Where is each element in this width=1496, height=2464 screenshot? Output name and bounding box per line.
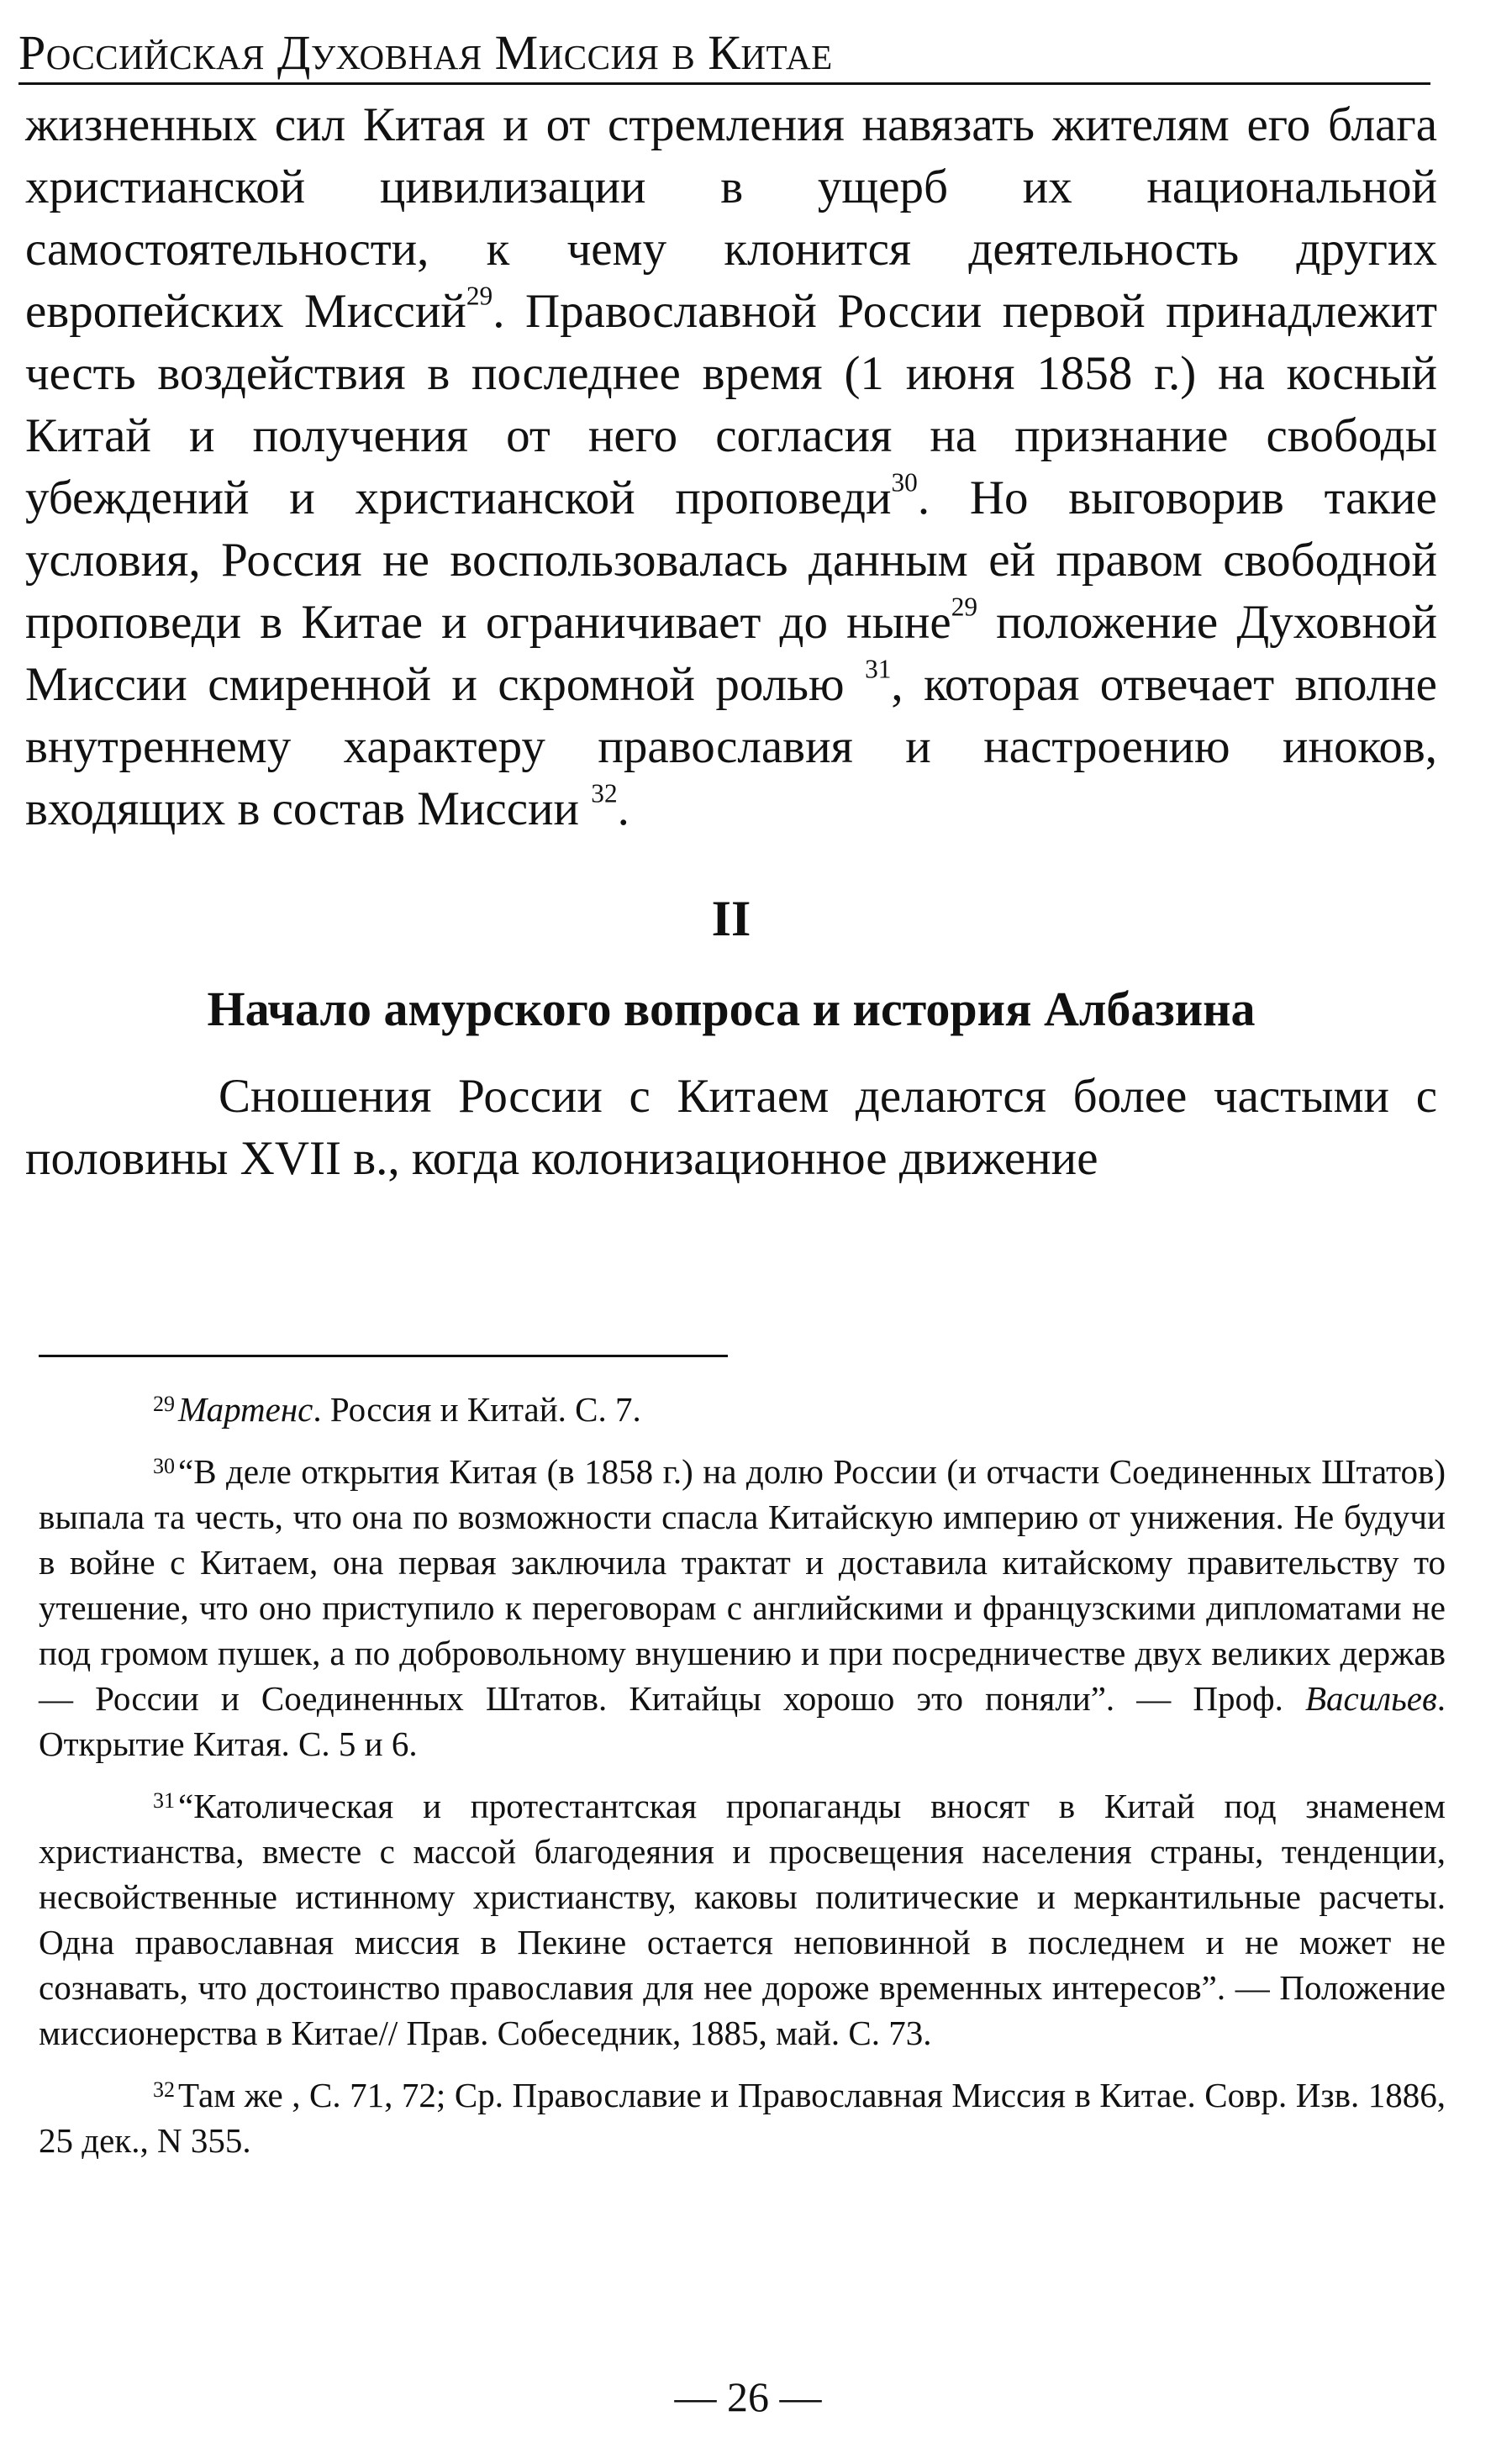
body-text: жизненных сил Китая и от стремления навязать жителям его блага христианской цивилизации в ущерб их национальной самостоятельности, к чему клонится деятельность других европейских Миссий (25, 98, 1437, 338)
footnote-text: Там же , С. 71, 72; Ср. Православие и Православная Миссия в Китае. Совр. Изв. 1886, 25 дек., N 355. (39, 2076, 1446, 2160)
footnote-text: . Открытие Китая. С. 5 и 6. (39, 1679, 1446, 1763)
page-number: — 26 — (674, 2373, 822, 2420)
footnote-31 (39, 1783, 1446, 2056)
footnote-number: 32 (153, 2077, 175, 2102)
footnote-number: 29 (153, 1392, 175, 1416)
footnote-ref-29[interactable]: 29 (466, 281, 493, 311)
body-text: . Православной России первой принадлежит честь воздействия в последнее время (1 июня 1858 г.) на косный Китай и получения от него согласия на признание свободы убеждений и христианской проповеди (25, 285, 1437, 524)
body-text: положение Духовной Миссии смиренной и скромной ролью (25, 596, 1437, 711)
running-head: Российская Духовная Миссия в Китае (18, 25, 833, 80)
main-text (25, 94, 1437, 1190)
section-title: Начало амурского вопроса и история Албазина (207, 982, 1256, 1036)
body-paragraph (25, 94, 1437, 840)
footnote-text: . Россия и Китай. С. 7. (313, 1390, 641, 1429)
footnote-text: “В деле открытия Китая (в 1858 г.) на долю России (и отчасти Соединенных Штатов) выпала та честь, что она по возможности спасла Китайскую империю от унижения. Не будучи в войне с Китаем, она первая заключила трактат и доставила китайскому правительству то утешение, что оно приступило к переговорам с английскими и французскими дипломатами не под громом пушек, а по добровольному внушению и при посредничестве двух великих держав — России и Соединенных Штатов. Китайцы хорошо это поняли”. — Проф. (39, 1452, 1446, 1718)
footnote-rule (39, 1355, 728, 1357)
footnote-ref-30[interactable]: 30 (891, 467, 918, 498)
body-text: . (617, 782, 629, 835)
body-text: . Но выговорив такие условия, Россия не воспользовалась данным ей правом свободной проповеди в Китае и ограничивает до ныне (25, 471, 1437, 649)
section-paragraph: Сношения России с Китаем делаются более частыми с половины XVII в., когда колонизационное движение (25, 1070, 1437, 1185)
footnote-29 (39, 1387, 1446, 1432)
footnote-30 (39, 1449, 1446, 1766)
footnote-number: 31 (153, 1788, 175, 1813)
body-text: , которая отвечает вполне внутреннему характеру православия и настроению иноков, входящих в состав Миссии (25, 658, 1437, 835)
footnote-32 (39, 2072, 1446, 2163)
footnote-text: “Католическая и протестантская пропаганды вносят в Китай под знаменем христианства, вместе с массой благодеяния и просвещения населения страны, тенденции, несвойственные истинному христианству, каковы политические и меркантильные расчеты. Одна православная миссия в Пекине остается неповинной в последнем и не может не сознавать, что достоинство православия для нее дороже временных интересов”. — Положение миссионерства в Китае// Прав. Собеседник, 1885, май. С. 73. (39, 1787, 1446, 2052)
footnote-ref-31[interactable]: 31 (865, 654, 892, 684)
footnote-ref-29[interactable]: 29 (951, 592, 978, 622)
section-number: II (711, 891, 751, 946)
footnote-author: Васильев (1304, 1679, 1437, 1718)
footnote-number: 30 (153, 1454, 175, 1478)
header-rule (18, 82, 1430, 85)
footnote-author: Мартенс (178, 1390, 313, 1429)
footnote-ref-32[interactable]: 32 (591, 778, 618, 808)
footnotes (39, 1387, 1446, 2180)
